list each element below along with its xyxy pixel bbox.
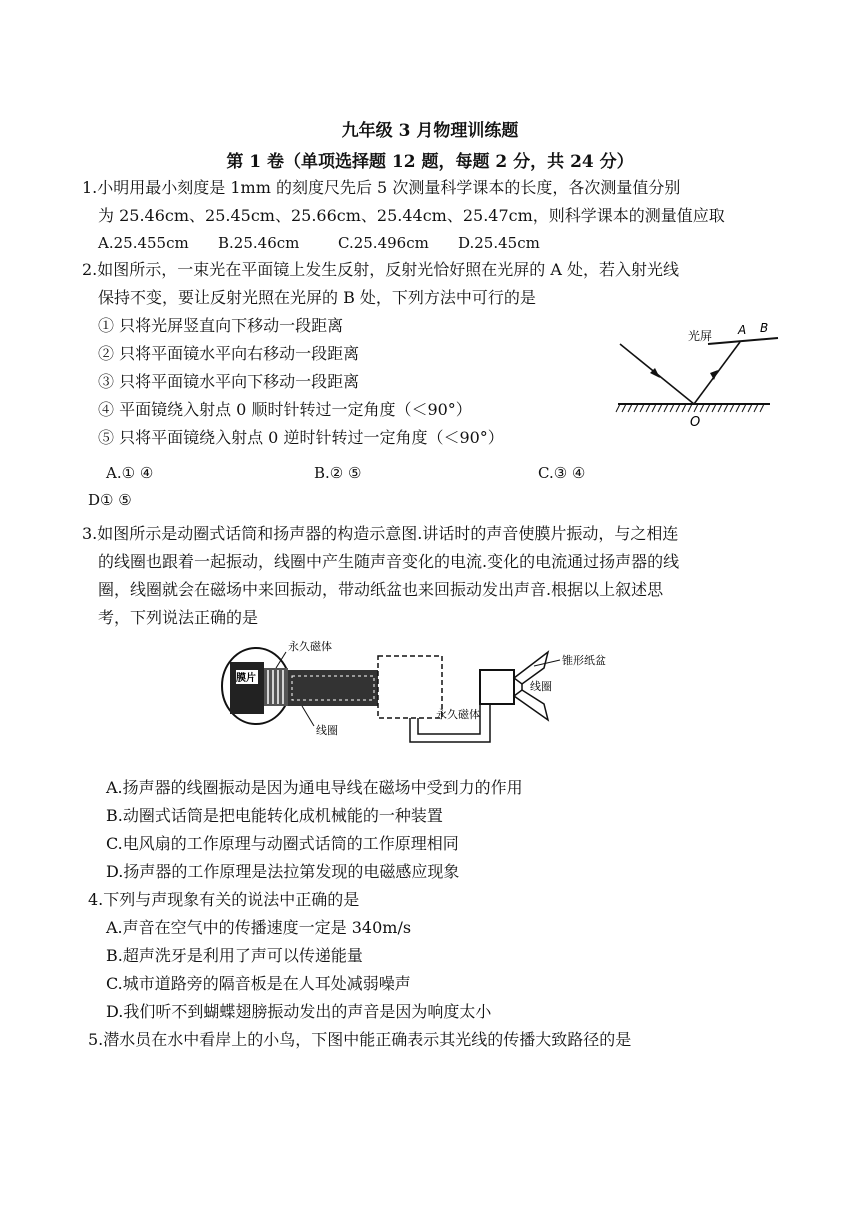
mirror-reflection-figure [610, 316, 780, 461]
q4-option-c: C.城市道路旁的隔音板是在人耳处减弱噪声 [106, 974, 411, 993]
q2-item-4: ④ 平面镜绕入射点 0 顺时针转过一定角度（＜90°） [98, 400, 472, 419]
q2-stem-line2: 保持不变，要让反射光照在光屏的 B 处，下列方法中可行的是 [98, 288, 536, 307]
q2-stem-line1: 2.如图所示，一束光在平面镜上发生反射，反射光恰好照在光屏的 A 处，若入射光线 [82, 260, 679, 279]
membrane-label: 膜片 [236, 673, 256, 684]
q3-stem-line1: 3.如图所示是动圈式话筒和扬声器的构造示意图.讲话时的声音使膜片振动，与之相连 [82, 524, 679, 543]
point-b-label: B [760, 321, 769, 335]
q3-stem-line2: 的线圈也跟着一起振动，线圈中产生随声音变化的电流.变化的电流通过扬声器的线 [98, 552, 680, 571]
microphone-speaker-figure [218, 634, 628, 746]
q3-stem-line4: 考，下列说法正确的是 [98, 608, 259, 627]
q2-item-1: ① 只将光屏竖直向下移动一段距离 [98, 316, 344, 335]
q5-stem: 5.潜水员在水中看岸上的小鸟，下图中能正确表示其光线的传播大致路径的是 [88, 1030, 632, 1049]
q4-option-a: A.声音在空气中的传播速度一定是 340m/s [106, 918, 412, 937]
q1-option-b: B.25.46cm [218, 234, 300, 252]
coil2-label: 线圈 [530, 680, 552, 693]
point-o-label: O [690, 415, 701, 430]
q2-item-2: ② 只将平面镜水平向右移动一段距离 [98, 344, 360, 363]
q4-option-d: D.我们听不到蝴蝶翅膀振动发出的声音是因为响度太小 [106, 1002, 492, 1021]
q2-option-a: A.① ④ [106, 464, 154, 482]
q2-item-3: ③ 只将平面镜水平向下移动一段距离 [98, 372, 360, 391]
magnet2-label: 永久磁体 [436, 708, 480, 721]
point-a-label: A [738, 323, 747, 337]
q3-option-d: D.扬声器的工作原理是法拉第发现的电磁感应现象 [106, 862, 460, 881]
q1-option-d: D.25.45cm [458, 234, 540, 252]
q2-item-5: ⑤ 只将平面镜绕入射点 0 逆时针转过一定角度（＜90°） [98, 428, 504, 447]
coil1-label: 线圈 [316, 724, 338, 737]
q3-stem-line3: 圈，线圈就会在磁场中来回振动，带动纸盆也来回振动发出声音.根据以上叙述思 [98, 580, 664, 599]
q1-stem-line2: 为 25.46cm、25.45cm、25.66cm、25.44cm、25.47cm，则科学课本的测量值应取 [98, 206, 725, 225]
page-title: 九年级 3 月物理训练题 [341, 121, 519, 141]
cone-label: 锥形纸盆 [562, 654, 606, 667]
q1-stem-line1: 1.小明用最小刻度是 1mm 的刻度尺先后 5 次测量科学课本的长度，各次测量值分别 [82, 178, 681, 197]
q3-option-b: B.动圈式话筒是把电能转化成机械能的一种装置 [106, 806, 443, 825]
q4-stem: 4.下列与声现象有关的说法中正确的是 [88, 890, 360, 909]
magnet1-label: 永久磁体 [288, 640, 332, 653]
q2-option-d: D① ⑤ [88, 491, 132, 509]
q1-option-a: A.25.455cm [98, 234, 189, 252]
q3-option-a: A.扬声器的线圈振动是因为通电导线在磁场中受到力的作用 [106, 778, 523, 797]
section-heading: 第 1 卷（单项选择题 12 题，每题 2 分，共 24 分） [226, 152, 634, 172]
q2-option-c: C.③ ④ [538, 464, 586, 482]
q3-option-c: C.电风扇的工作原理与动圈式话筒的工作原理相同 [106, 834, 459, 853]
q4-option-b: B.超声洗牙是利用了声可以传递能量 [106, 946, 363, 965]
q1-option-c: C.25.496cm [338, 234, 429, 252]
screen-label: 光屏 [688, 329, 713, 343]
q2-option-b: B.② ⑤ [314, 464, 362, 482]
